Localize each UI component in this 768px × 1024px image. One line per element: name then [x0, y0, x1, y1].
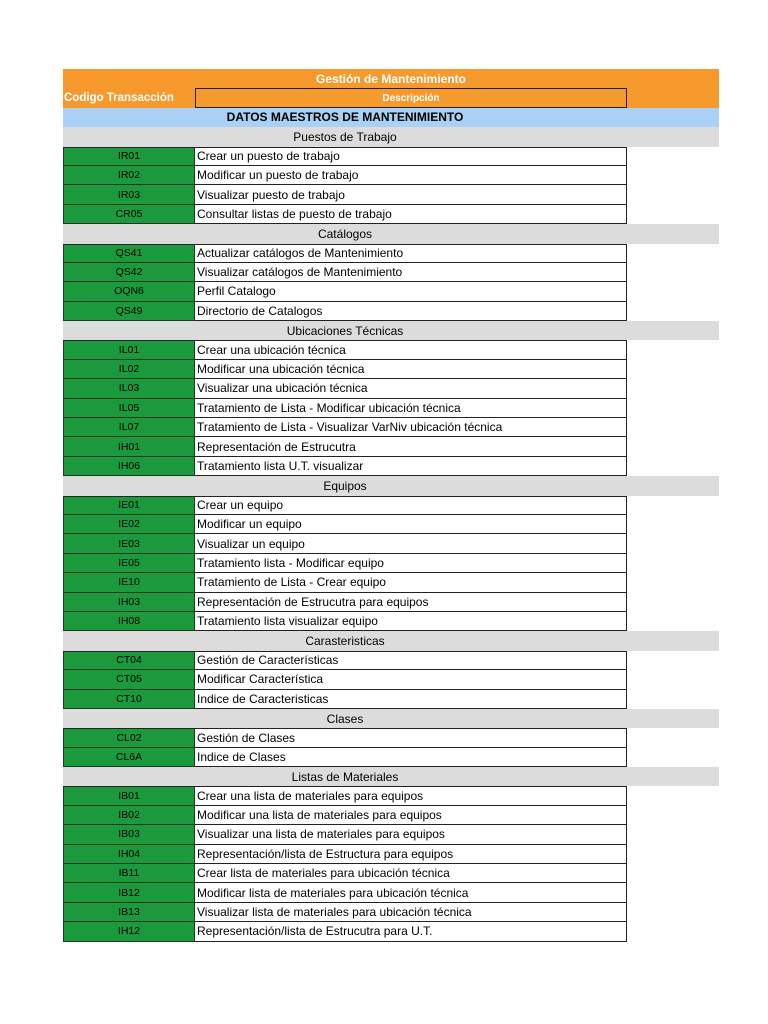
transaction-code-cell: CL02 — [63, 728, 195, 747]
description-cell: Tratamiento lista U.T. visualizar — [195, 457, 627, 476]
column-header-code: Codigo Transacción — [64, 92, 174, 105]
transaction-code-cell: IE05 — [63, 554, 195, 573]
description-cell: Gestión de Características — [195, 651, 627, 670]
transaction-code-cell: IE10 — [63, 573, 195, 592]
transaction-code-cell: CL6A — [63, 748, 195, 767]
description-cell: Tratamiento lista visualizar equipo — [195, 612, 627, 631]
section-header — [63, 709, 719, 728]
column-header-row — [63, 88, 719, 107]
transaction-code-cell: IB03 — [63, 825, 195, 844]
description-cell: Modificar Característica — [195, 670, 627, 689]
table-row — [63, 670, 627, 689]
transaction-code-cell: IB02 — [63, 806, 195, 825]
description-cell: Indice de Caracteristicas — [195, 690, 627, 709]
description-cell: Crear lista de materiales para ubicación técnica — [195, 864, 627, 883]
section-header — [63, 224, 719, 243]
table-row — [63, 185, 627, 204]
section-header — [63, 476, 719, 495]
section-title: Puestos de Trabajo — [293, 129, 397, 144]
table-row — [63, 147, 627, 166]
transaction-code-cell: CT04 — [63, 651, 195, 670]
description-cell: Crear una lista de materiales para equipos — [195, 786, 627, 805]
description-cell: Visualizar catálogos de Mantenimiento — [195, 263, 627, 282]
description-cell: Crear un puesto de trabajo — [195, 147, 627, 166]
description-cell: Modificar una lista de materiales para equipos — [195, 806, 627, 825]
section-header — [63, 631, 719, 650]
transaction-code-cell: IB12 — [63, 883, 195, 902]
sections-container — [63, 127, 719, 941]
table-row — [63, 534, 627, 553]
table-row — [63, 515, 627, 534]
description-cell: Representación de Estrucutra — [195, 437, 627, 456]
transaction-code-cell: IH06 — [63, 457, 195, 476]
description-cell: Modificar un puesto de trabajo — [195, 166, 627, 185]
table-row — [63, 883, 627, 902]
description-cell: Actualizar catálogos de Mantenimiento — [195, 244, 627, 263]
table-row — [63, 690, 627, 709]
transaction-code-cell: IR02 — [63, 166, 195, 185]
transaction-code-cell: IH12 — [63, 922, 195, 941]
transaction-code-cell: IL01 — [63, 340, 195, 359]
transaction-code-cell: CT05 — [63, 670, 195, 689]
table-row — [63, 728, 627, 747]
description-cell: Perfil Catalogo — [195, 282, 627, 301]
table-row — [63, 340, 627, 359]
table-row — [63, 379, 627, 398]
table-row — [63, 845, 627, 864]
section-title: Equipos — [323, 478, 367, 493]
transaction-code-cell: IH01 — [63, 437, 195, 456]
sheet-title: Gestión de Mantenimiento — [63, 69, 719, 88]
description-cell: Crear un equipo — [195, 496, 627, 515]
master-data-header — [63, 108, 719, 127]
table-row — [63, 263, 627, 282]
transaction-code-cell: IH04 — [63, 845, 195, 864]
description-cell: Representación/lista de Estrucutra para U.T. — [195, 922, 627, 941]
table-row — [63, 437, 627, 456]
table-row — [63, 825, 627, 844]
description-cell: Crear una ubicación técnica — [195, 340, 627, 359]
transaction-code-cell: OQN6 — [63, 282, 195, 301]
section-title: Listas de Materiales — [291, 769, 399, 784]
table-row — [63, 573, 627, 592]
transaction-code-cell: IL07 — [63, 418, 195, 437]
section-title: Ubicaciones Técnicas — [286, 323, 404, 338]
table-row — [63, 282, 627, 301]
spreadsheet — [63, 69, 719, 942]
description-cell: Visualizar lista de materiales para ubicación técnica — [195, 903, 627, 922]
table-row — [63, 457, 627, 476]
description-cell: Modificar lista de materiales para ubicación técnica — [195, 883, 627, 902]
description-cell: Directorio de Catalogos — [195, 302, 627, 321]
table-row — [63, 205, 627, 224]
transaction-code-cell: IE02 — [63, 515, 195, 534]
transaction-code-cell: IR03 — [63, 185, 195, 204]
description-cell: Tratamiento de Lista - Modificar ubicación técnica — [195, 399, 627, 418]
description-cell: Visualizar puesto de trabajo — [195, 185, 627, 204]
description-cell: Visualizar una lista de materiales para equipos — [195, 825, 627, 844]
table-row — [63, 244, 627, 263]
table-row — [63, 302, 627, 321]
transaction-code-cell: CT10 — [63, 690, 195, 709]
section-title: Catálogos — [317, 226, 373, 241]
description-cell: Representación de Estrucutra para equipos — [195, 593, 627, 612]
transaction-code-cell: IH08 — [63, 612, 195, 631]
table-row — [63, 418, 627, 437]
transaction-code-cell: IL02 — [63, 360, 195, 379]
transaction-code-cell: IR01 — [63, 147, 195, 166]
description-cell: Tratamiento de Lista - Crear equipo — [195, 573, 627, 592]
table-row — [63, 786, 627, 805]
transaction-code-cell: IL05 — [63, 399, 195, 418]
description-cell: Indice de Clases — [195, 748, 627, 767]
transaction-code-cell: IE01 — [63, 496, 195, 515]
transaction-code-cell: IB13 — [63, 903, 195, 922]
section-title: Clases — [326, 711, 364, 726]
description-cell: Representación/lista de Estructura para equipos — [195, 845, 627, 864]
transaction-code-cell: IH03 — [63, 593, 195, 612]
transaction-code-cell: IB11 — [63, 864, 195, 883]
transaction-code-cell: IL03 — [63, 379, 195, 398]
table-row — [63, 554, 627, 573]
description-cell: Visualizar un equipo — [195, 534, 627, 553]
description-cell: Tratamiento lista - Modificar equipo — [195, 554, 627, 573]
section-title: Carasteristicas — [305, 634, 385, 649]
table-row — [63, 496, 627, 515]
transaction-code-cell: QS42 — [63, 263, 195, 282]
transaction-code-cell: IE03 — [63, 534, 195, 553]
table-row — [63, 903, 627, 922]
section-header — [63, 321, 719, 340]
description-cell: Modificar un equipo — [195, 515, 627, 534]
column-header-description: Descripción — [195, 88, 627, 107]
table-row — [63, 593, 627, 612]
table-row — [63, 806, 627, 825]
description-cell: Consultar listas de puesto de trabajo — [195, 205, 627, 224]
master-data-title: DATOS MAESTROS DE MANTENIMIENTO — [226, 110, 464, 125]
table-row — [63, 612, 627, 631]
transaction-code-cell: CR05 — [63, 205, 195, 224]
section-header — [63, 767, 719, 786]
table-row — [63, 166, 627, 185]
transaction-code-cell: QS49 — [63, 302, 195, 321]
description-cell: Visualizar una ubicación técnica — [195, 379, 627, 398]
transaction-code-cell: IB01 — [63, 786, 195, 805]
transaction-code-cell: QS41 — [63, 244, 195, 263]
table-row — [63, 651, 627, 670]
table-row — [63, 360, 627, 379]
table-row — [63, 864, 627, 883]
table-row — [63, 748, 627, 767]
description-cell: Modificar una ubicación técnica — [195, 360, 627, 379]
description-cell: Tratamiento de Lista - Visualizar VarNiv ubicación técnica — [195, 418, 627, 437]
section-header — [63, 127, 719, 146]
table-row — [63, 922, 627, 941]
description-cell: Gestión de Clases — [195, 728, 627, 747]
table-row — [63, 399, 627, 418]
